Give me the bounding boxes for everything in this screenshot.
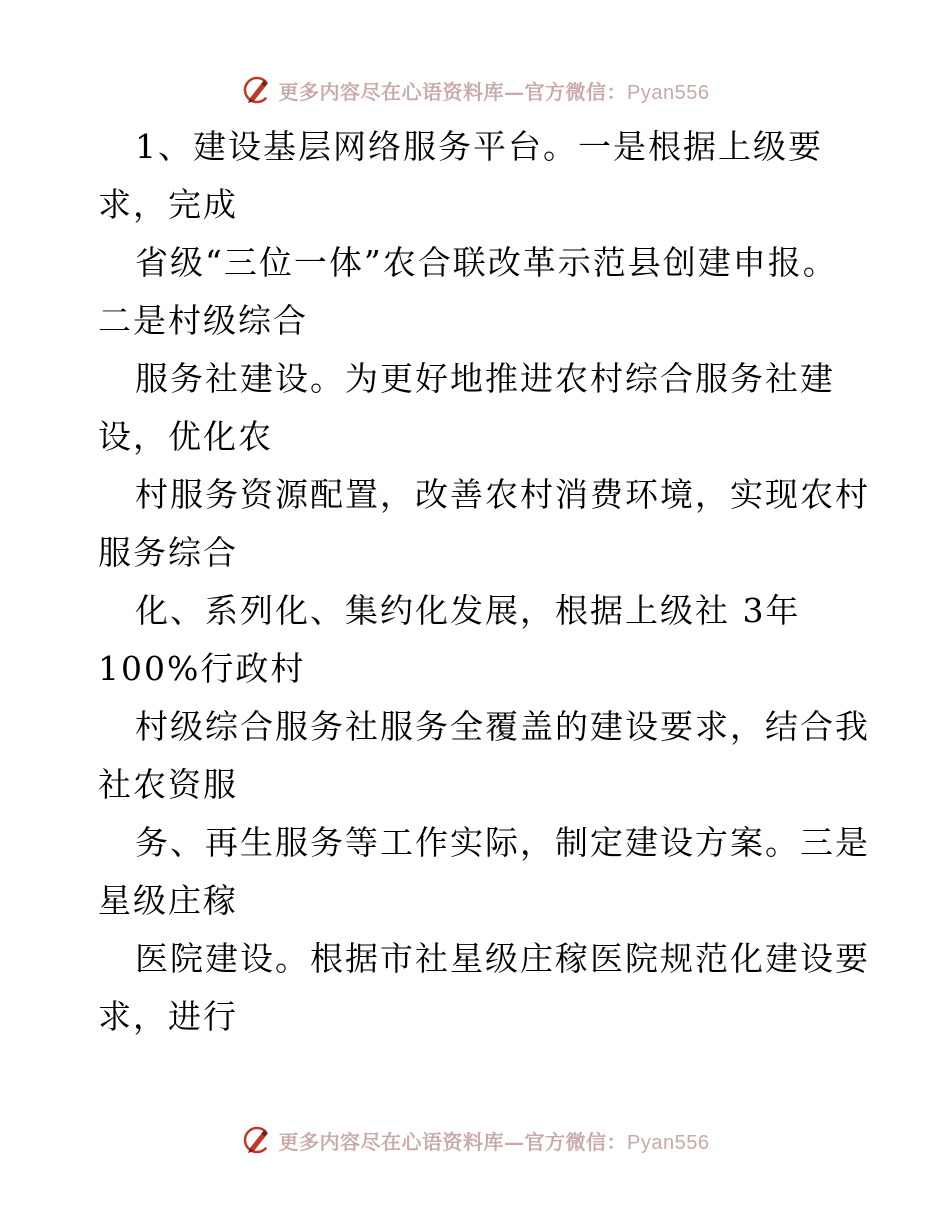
text-line: 星级庄稼 bbox=[98, 881, 238, 920]
text-line: 求，进行 bbox=[98, 997, 238, 1036]
watermark-text bbox=[279, 76, 710, 105]
watermark-text bbox=[279, 1126, 710, 1155]
text-line: 务、再生服务等工作实际，制定建设方案。三是 bbox=[135, 823, 870, 862]
header-watermark bbox=[0, 70, 950, 110]
footer-watermark bbox=[0, 1120, 950, 1160]
text-line: 医院建设。根据市社星级庄稼医院规范化建设要 bbox=[135, 939, 870, 978]
watermark-label: 更多内容尽在心语资料库—官方微信： bbox=[278, 1129, 628, 1154]
text-line: 村级综合服务社服务全覆盖的建设要求，结合我 bbox=[135, 707, 870, 746]
text-line: 服务综合 bbox=[98, 533, 238, 572]
text-line: 化、系列化、集约化发展，根据上级社 3年 bbox=[135, 591, 801, 630]
text-line: 设，优化农 bbox=[98, 417, 273, 456]
text-line: 省级“三位一体”农合联改革示范县创建申报。 bbox=[135, 243, 838, 282]
text-line: 二是村级综合 bbox=[98, 301, 308, 340]
text-line: 求，完成 bbox=[98, 185, 238, 224]
document-body bbox=[98, 118, 870, 1046]
text-line: 服务社建设。为更好地推进农村综合服务社建 bbox=[135, 359, 835, 398]
watermark-handle: Pyan556 bbox=[627, 81, 710, 104]
text-line: 1、建设基层网络服务平台。一是根据上级要 bbox=[135, 127, 823, 166]
text-line: 社农资服 bbox=[98, 765, 238, 804]
text-line: 100%行政村 bbox=[98, 649, 306, 688]
pen-logo-icon bbox=[241, 74, 273, 106]
watermark-label: 更多内容尽在心语资料库—官方微信： bbox=[278, 79, 628, 104]
pen-logo-icon bbox=[241, 1124, 273, 1156]
text-line: 村服务资源配置，改善农村消费环境，实现农村 bbox=[135, 475, 870, 514]
watermark-handle: Pyan556 bbox=[627, 1131, 710, 1154]
